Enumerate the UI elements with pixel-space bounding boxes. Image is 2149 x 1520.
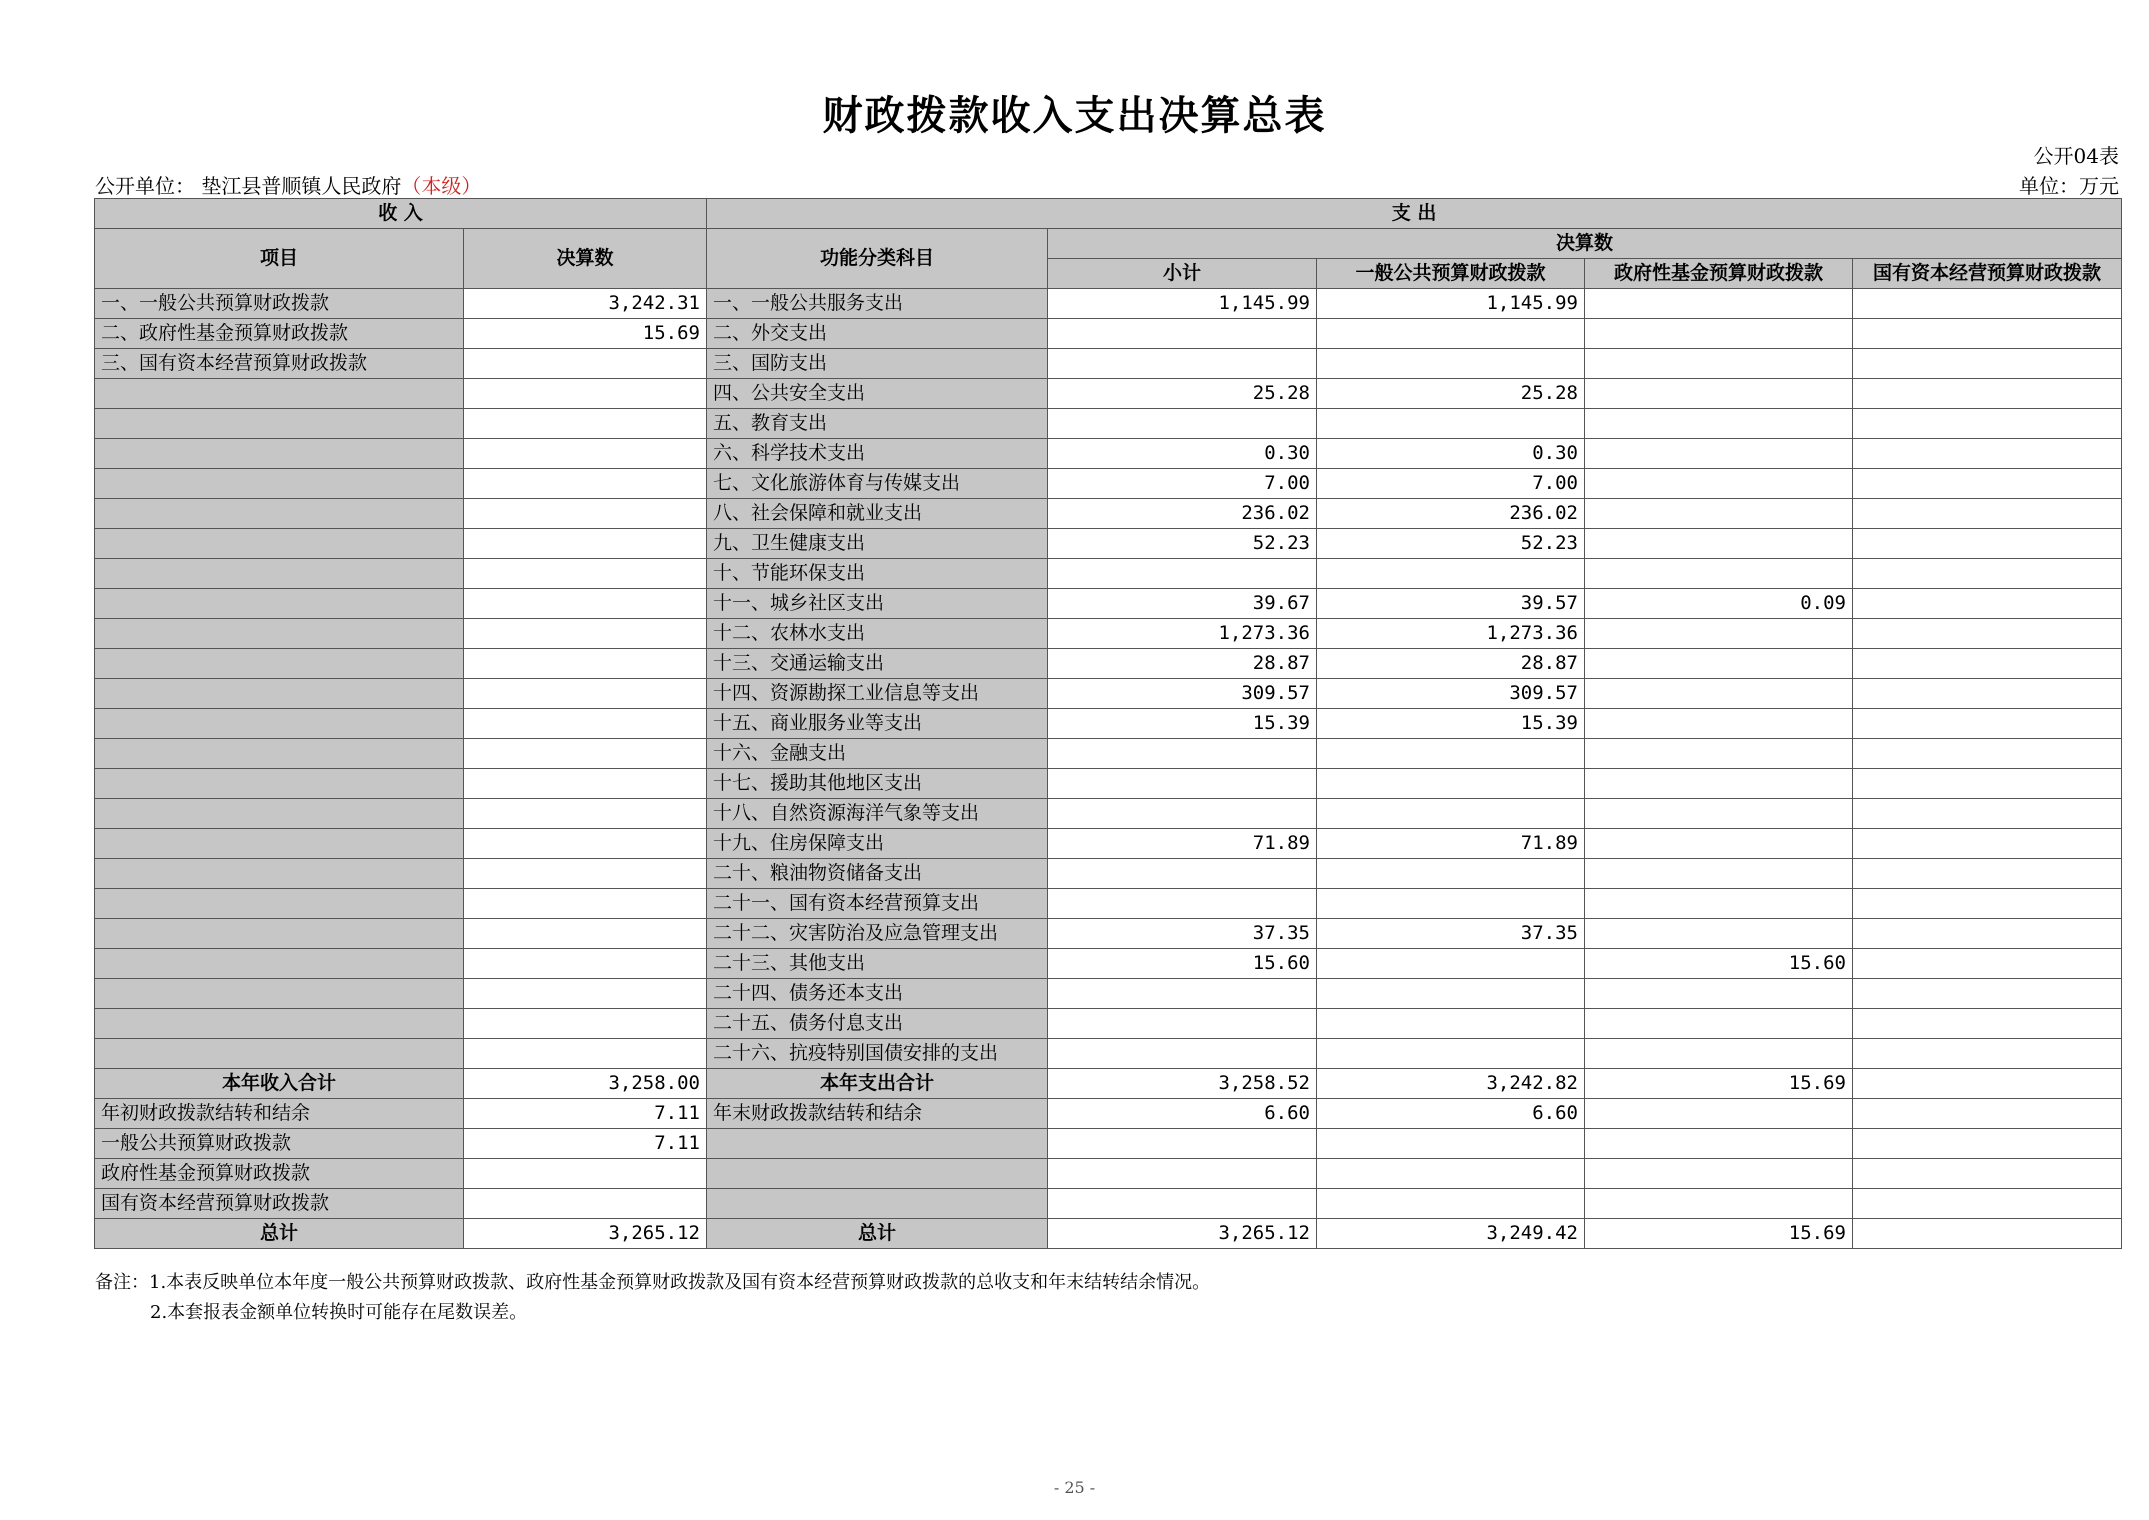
income-amount: 15.69 [464, 319, 707, 349]
expense-general [1317, 739, 1585, 769]
notes [95, 1268, 1210, 1328]
income-item [95, 649, 464, 679]
income-amount [464, 529, 707, 559]
income-amount [464, 1159, 707, 1189]
expense-subtotal [1048, 769, 1317, 799]
income-item [95, 829, 464, 859]
expense-state-capital [1853, 589, 2122, 619]
header-row-1 [95, 199, 2122, 229]
income-amount: 7.11 [464, 1099, 707, 1129]
income-item [95, 499, 464, 529]
income-item [95, 1039, 464, 1069]
income-amount [464, 979, 707, 1009]
expense-subtotal: 6.60 [1048, 1099, 1317, 1129]
income-item [95, 739, 464, 769]
income-amount [464, 559, 707, 589]
expense-gov-fund [1585, 1159, 1853, 1189]
expense-general [1317, 319, 1585, 349]
expense-item: 十五、商业服务业等支出 [707, 709, 1048, 739]
table-row [95, 1039, 2122, 1069]
expense-item: 九、卫生健康支出 [707, 529, 1048, 559]
expense-state-capital [1853, 1099, 2122, 1129]
expense-gov-fund [1585, 1129, 1853, 1159]
general-header: 一般公共预算财政拨款 [1317, 259, 1585, 289]
income-amount [464, 829, 707, 859]
table-row [95, 919, 2122, 949]
expense-item [707, 1159, 1048, 1189]
expense-state-capital [1853, 559, 2122, 589]
expense-general [1317, 859, 1585, 889]
expense-gov-fund [1585, 619, 1853, 649]
income-item [95, 379, 464, 409]
income-amount [464, 1189, 707, 1219]
table-row [95, 769, 2122, 799]
income-amount [464, 799, 707, 829]
expense-state-capital [1853, 859, 2122, 889]
income-amount [464, 679, 707, 709]
income-item [95, 589, 464, 619]
expense-header: 支 出 [707, 199, 2122, 229]
expense-gov-fund [1585, 529, 1853, 559]
table-row [95, 739, 2122, 769]
expense-item: 十、节能环保支出 [707, 559, 1048, 589]
expense-subtotal: 3,265.12 [1048, 1219, 1317, 1249]
expense-gov-fund: 0.09 [1585, 589, 1853, 619]
expense-item: 二十四、债务还本支出 [707, 979, 1048, 1009]
expense-gov-fund [1585, 1009, 1853, 1039]
expense-state-capital [1853, 1189, 2122, 1219]
carryover-row [95, 1099, 2122, 1129]
expense-item: 三、国防支出 [707, 349, 1048, 379]
expense-gov-fund [1585, 469, 1853, 499]
expense-subtotal: 15.39 [1048, 709, 1317, 739]
expense-subtotal: 15.60 [1048, 949, 1317, 979]
table-row [95, 499, 2122, 529]
expense-subtotal [1048, 409, 1317, 439]
expense-gov-fund [1585, 979, 1853, 1009]
income-amount [464, 709, 707, 739]
income-amount [464, 859, 707, 889]
final-amount-header: 决算数 [1048, 229, 2122, 259]
expense-state-capital [1853, 379, 2122, 409]
expense-state-capital [1853, 409, 2122, 439]
income-amount [464, 739, 707, 769]
table-row [95, 349, 2122, 379]
expense-item [707, 1189, 1048, 1219]
expense-state-capital [1853, 949, 2122, 979]
expense-subtotal [1048, 1039, 1317, 1069]
income-item: 二、政府性基金预算财政拨款 [95, 319, 464, 349]
expense-general [1317, 409, 1585, 439]
expense-general [1317, 979, 1585, 1009]
grand-total-row [95, 1219, 2122, 1249]
expense-subtotal [1048, 859, 1317, 889]
expense-state-capital [1853, 829, 2122, 859]
money-unit: 单位：万元 [2019, 174, 2119, 198]
expense-state-capital [1853, 1069, 2122, 1099]
expense-general: 52.23 [1317, 529, 1585, 559]
note-2: 2.本套报表金额单位转换时可能存在尾数误差。 [150, 1302, 528, 1323]
expense-item: 十九、住房保障支出 [707, 829, 1048, 859]
expense-general: 1,273.36 [1317, 619, 1585, 649]
table-row [95, 469, 2122, 499]
income-item [95, 919, 464, 949]
expense-item: 八、社会保障和就业支出 [707, 499, 1048, 529]
expense-general: 309.57 [1317, 679, 1585, 709]
expense-state-capital [1853, 529, 2122, 559]
expense-subtotal: 39.67 [1048, 589, 1317, 619]
table-row [95, 889, 2122, 919]
income-item [95, 529, 464, 559]
income-item [95, 949, 464, 979]
expense-general: 39.57 [1317, 589, 1585, 619]
income-item [95, 709, 464, 739]
reporting-unit [95, 170, 481, 199]
income-amount [464, 499, 707, 529]
expense-state-capital [1853, 1039, 2122, 1069]
income-item [95, 979, 464, 1009]
expense-subtotal [1048, 319, 1317, 349]
expense-general: 6.60 [1317, 1099, 1585, 1129]
expense-item: 五、教育支出 [707, 409, 1048, 439]
subtotal-header: 小计 [1048, 259, 1317, 289]
func-item-header: 功能分类科目 [707, 229, 1048, 289]
income-amount [464, 439, 707, 469]
expense-general: 0.30 [1317, 439, 1585, 469]
expense-subtotal: 3,258.52 [1048, 1069, 1317, 1099]
table-row [95, 589, 2122, 619]
expense-state-capital [1853, 709, 2122, 739]
expense-gov-fund [1585, 859, 1853, 889]
table-row [95, 709, 2122, 739]
expense-general [1317, 1009, 1585, 1039]
expense-general: 37.35 [1317, 919, 1585, 949]
income-amount: 3,242.31 [464, 289, 707, 319]
table-row [95, 949, 2122, 979]
expense-item: 二十六、抗疫特别国债安排的支出 [707, 1039, 1048, 1069]
expense-item: 二十五、债务付息支出 [707, 1009, 1048, 1039]
expense-subtotal [1048, 799, 1317, 829]
expense-gov-fund [1585, 319, 1853, 349]
income-item [95, 679, 464, 709]
expense-state-capital [1853, 919, 2122, 949]
expense-gov-fund: 15.69 [1585, 1219, 1853, 1249]
income-item [95, 409, 464, 439]
page-number: - 25 - [1053, 1478, 1096, 1497]
expense-subtotal [1048, 979, 1317, 1009]
table-row [95, 679, 2122, 709]
income-item: 总计 [95, 1219, 464, 1249]
table-row [95, 649, 2122, 679]
table-row [95, 799, 2122, 829]
expense-item: 十七、援助其他地区支出 [707, 769, 1048, 799]
expense-general: 1,145.99 [1317, 289, 1585, 319]
income-amount: 7.11 [464, 1129, 707, 1159]
expense-item: 一、一般公共服务支出 [707, 289, 1048, 319]
expense-state-capital [1853, 1219, 2122, 1249]
income-amount [464, 919, 707, 949]
expense-gov-fund [1585, 1189, 1853, 1219]
income-item [95, 559, 464, 589]
expense-item: 七、文化旅游体育与传媒支出 [707, 469, 1048, 499]
income-amount [464, 409, 707, 439]
table-row [95, 829, 2122, 859]
expense-state-capital [1853, 499, 2122, 529]
expense-general [1317, 1189, 1585, 1219]
expense-state-capital [1853, 769, 2122, 799]
page-title: 财政拨款收入支出决算总表 [822, 93, 1327, 139]
income-item [95, 1009, 464, 1039]
income-item [95, 469, 464, 499]
expense-state-capital [1853, 679, 2122, 709]
table-row [95, 1009, 2122, 1039]
table-row [95, 289, 2122, 319]
expense-state-capital [1853, 619, 2122, 649]
table-row [95, 859, 2122, 889]
expense-item: 二十一、国有资本经营预算支出 [707, 889, 1048, 919]
expense-general [1317, 1129, 1585, 1159]
expense-gov-fund [1585, 349, 1853, 379]
expense-item: 二、外交支出 [707, 319, 1048, 349]
carryover-row [95, 1159, 2122, 1189]
expense-subtotal: 1,273.36 [1048, 619, 1317, 649]
reporting-unit-name: 公开单位： 垫江县普顺镇人民政府 [95, 174, 402, 198]
expense-state-capital [1853, 799, 2122, 829]
expense-subtotal: 71.89 [1048, 829, 1317, 859]
expense-item [707, 1129, 1048, 1159]
income-item [95, 769, 464, 799]
expense-subtotal: 1,145.99 [1048, 289, 1317, 319]
income-amount [464, 1039, 707, 1069]
table-row [95, 379, 2122, 409]
expense-gov-fund [1585, 379, 1853, 409]
expense-item: 年末财政拨款结转和结余 [707, 1099, 1048, 1129]
expense-subtotal [1048, 349, 1317, 379]
income-item: 年初财政拨款结转和结余 [95, 1099, 464, 1129]
expense-state-capital [1853, 889, 2122, 919]
table-row [95, 409, 2122, 439]
expense-gov-fund [1585, 1099, 1853, 1129]
income-item: 一、一般公共预算财政拨款 [95, 289, 464, 319]
expense-gov-fund [1585, 409, 1853, 439]
income-item [95, 619, 464, 649]
income-amount [464, 469, 707, 499]
table-row [95, 559, 2122, 589]
expense-subtotal [1048, 1009, 1317, 1039]
expense-item: 六、科学技术支出 [707, 439, 1048, 469]
expense-item: 十六、金融支出 [707, 739, 1048, 769]
item-header: 项目 [95, 229, 464, 289]
expense-general: 15.39 [1317, 709, 1585, 739]
expense-state-capital [1853, 469, 2122, 499]
expense-subtotal [1048, 559, 1317, 589]
income-amount [464, 949, 707, 979]
expense-subtotal: 0.30 [1048, 439, 1317, 469]
budget-table [94, 198, 2122, 1249]
income-amount [464, 379, 707, 409]
expense-gov-fund [1585, 289, 1853, 319]
income-item: 一般公共预算财政拨款 [95, 1129, 464, 1159]
income-item [95, 439, 464, 469]
expense-item: 十二、农林水支出 [707, 619, 1048, 649]
expense-item: 二十三、其他支出 [707, 949, 1048, 979]
reporting-unit-suffix: （本级） [401, 174, 482, 198]
income-amount [464, 1009, 707, 1039]
expense-general [1317, 1159, 1585, 1189]
income-item: 本年收入合计 [95, 1069, 464, 1099]
table-row [95, 439, 2122, 469]
expense-item: 十三、交通运输支出 [707, 649, 1048, 679]
expense-subtotal: 37.35 [1048, 919, 1317, 949]
expense-item: 二十二、灾害防治及应急管理支出 [707, 919, 1048, 949]
expense-general: 3,242.82 [1317, 1069, 1585, 1099]
expense-general: 71.89 [1317, 829, 1585, 859]
expense-general [1317, 349, 1585, 379]
expense-subtotal: 7.00 [1048, 469, 1317, 499]
income-item [95, 859, 464, 889]
expense-gov-fund [1585, 829, 1853, 859]
expense-subtotal: 52.23 [1048, 529, 1317, 559]
income-amount: 3,258.00 [464, 1069, 707, 1099]
expense-subtotal: 236.02 [1048, 499, 1317, 529]
note-1: 备注：1.本表反映单位本年度一般公共预算财政拨款、政府性基金预算财政拨款及国有资本经营预算财政拨款的总收支和年末结转结余情况。 [95, 1272, 1211, 1293]
gov-fund-header: 政府性基金预算财政拨款 [1585, 259, 1853, 289]
expense-item: 四、公共安全支出 [707, 379, 1048, 409]
income-item: 国有资本经营预算财政拨款 [95, 1189, 464, 1219]
expense-subtotal: 25.28 [1048, 379, 1317, 409]
expense-state-capital [1853, 289, 2122, 319]
expense-item: 本年支出合计 [707, 1069, 1048, 1099]
income-amount [464, 889, 707, 919]
expense-item: 十四、资源勘探工业信息等支出 [707, 679, 1048, 709]
table-row [95, 979, 2122, 1009]
income-amount [464, 589, 707, 619]
expense-general [1317, 949, 1585, 979]
income-item [95, 889, 464, 919]
expense-gov-fund [1585, 1039, 1853, 1069]
expense-general: 3,249.42 [1317, 1219, 1585, 1249]
expense-state-capital [1853, 1159, 2122, 1189]
expense-state-capital [1853, 319, 2122, 349]
expense-gov-fund [1585, 739, 1853, 769]
expense-general [1317, 559, 1585, 589]
income-amount [464, 769, 707, 799]
income-item: 政府性基金预算财政拨款 [95, 1159, 464, 1189]
income-item [95, 799, 464, 829]
expense-gov-fund: 15.60 [1585, 949, 1853, 979]
expense-subtotal [1048, 889, 1317, 919]
expense-subtotal: 309.57 [1048, 679, 1317, 709]
expense-subtotal [1048, 1129, 1317, 1159]
carryover-row [95, 1129, 2122, 1159]
expense-gov-fund [1585, 499, 1853, 529]
expense-general [1317, 799, 1585, 829]
expense-item: 十八、自然资源海洋气象等支出 [707, 799, 1048, 829]
expense-state-capital [1853, 349, 2122, 379]
expense-gov-fund [1585, 919, 1853, 949]
income-header: 收 入 [95, 199, 707, 229]
expense-subtotal [1048, 1159, 1317, 1189]
year-total-row [95, 1069, 2122, 1099]
expense-subtotal [1048, 739, 1317, 769]
form-number: 公开04表 [2033, 144, 2119, 168]
expense-gov-fund [1585, 559, 1853, 589]
state-capital-header: 国有资本经营预算财政拨款 [1853, 259, 2122, 289]
expense-gov-fund [1585, 649, 1853, 679]
income-amount: 3,265.12 [464, 1219, 707, 1249]
expense-gov-fund [1585, 769, 1853, 799]
expense-state-capital [1853, 439, 2122, 469]
income-amount [464, 619, 707, 649]
expense-state-capital [1853, 739, 2122, 769]
expense-gov-fund [1585, 889, 1853, 919]
income-item: 三、国有资本经营预算财政拨款 [95, 349, 464, 379]
expense-gov-fund: 15.69 [1585, 1069, 1853, 1099]
table-row [95, 619, 2122, 649]
expense-general [1317, 1039, 1585, 1069]
expense-state-capital [1853, 649, 2122, 679]
expense-general: 28.87 [1317, 649, 1585, 679]
expense-gov-fund [1585, 679, 1853, 709]
expense-gov-fund [1585, 439, 1853, 469]
amount-header: 决算数 [464, 229, 707, 289]
expense-general: 25.28 [1317, 379, 1585, 409]
expense-state-capital [1853, 979, 2122, 1009]
expense-item: 二十、粮油物资储备支出 [707, 859, 1048, 889]
expense-item: 总计 [707, 1219, 1048, 1249]
expense-gov-fund [1585, 709, 1853, 739]
expense-general [1317, 889, 1585, 919]
expense-state-capital [1853, 1009, 2122, 1039]
income-amount [464, 649, 707, 679]
expense-item: 十一、城乡社区支出 [707, 589, 1048, 619]
expense-general [1317, 769, 1585, 799]
expense-general: 236.02 [1317, 499, 1585, 529]
header-row-2 [95, 229, 2122, 259]
expense-subtotal [1048, 1189, 1317, 1219]
expense-general: 7.00 [1317, 469, 1585, 499]
table-row [95, 319, 2122, 349]
carryover-row [95, 1189, 2122, 1219]
expense-gov-fund [1585, 799, 1853, 829]
expense-state-capital [1853, 1129, 2122, 1159]
table-row [95, 529, 2122, 559]
income-amount [464, 349, 707, 379]
expense-subtotal: 28.87 [1048, 649, 1317, 679]
